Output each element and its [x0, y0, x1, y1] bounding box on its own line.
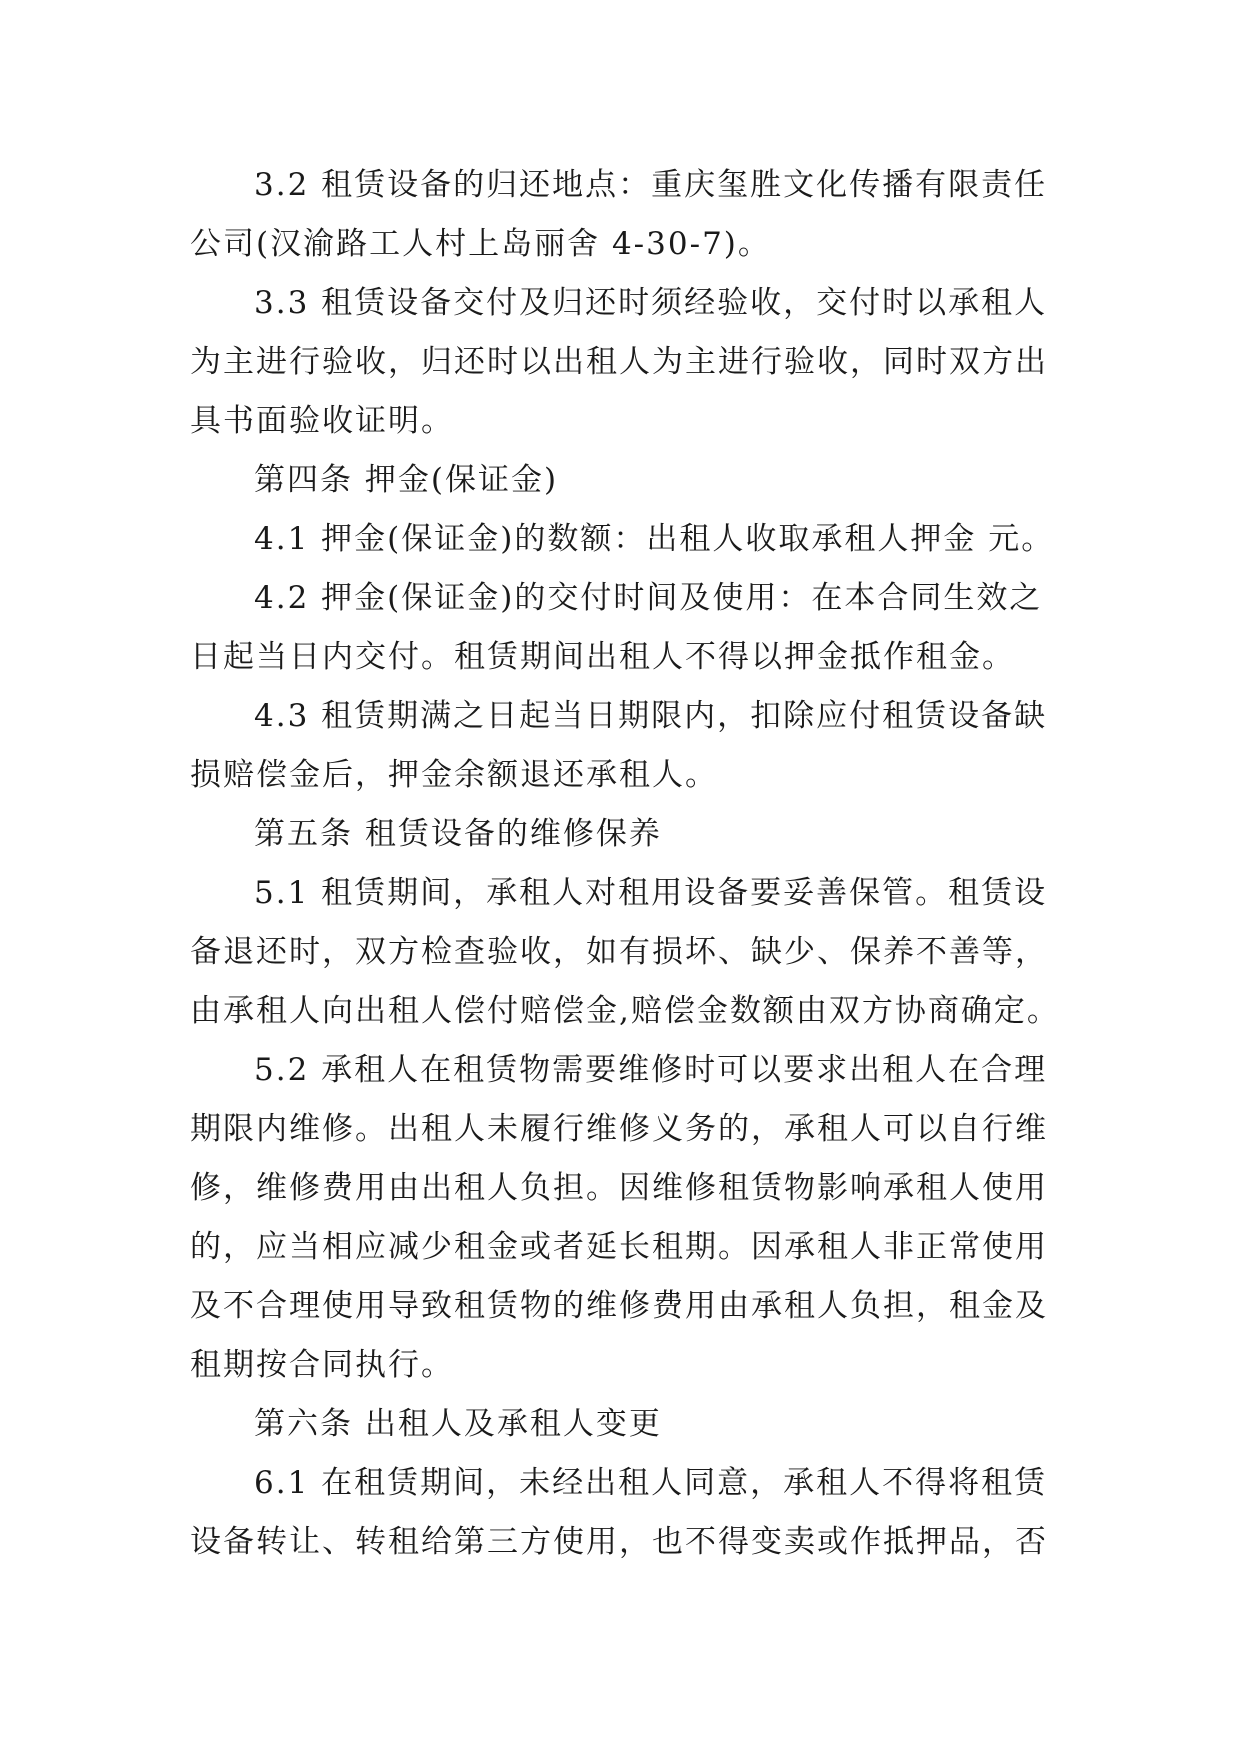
section-heading: 第六条 出租人及承租人变更: [254, 1406, 662, 1442]
text-line: 设备转让、转租给第三方使用，也不得变卖或作抵押品，否: [190, 1524, 1048, 1560]
text-line: 4.2 押金(保证金)的交付时间及使用：在本合同生效之: [254, 580, 1043, 616]
text-line: 租期按合同执行。: [190, 1347, 454, 1383]
text-line: 4.3 租赁期满之日起当日期限内，扣除应付租赁设备缺: [254, 698, 1048, 734]
text-line: 5.1 租赁期间，承租人对租用设备要妥善保管。租赁设: [254, 875, 1048, 911]
text-line: 日起当日内交付。租赁期间出租人不得以押金抵作租金。: [190, 639, 1015, 675]
text-line: 4.1 押金(保证金)的数额：出租人收取承租人押金 元。: [254, 521, 1055, 557]
text-line: 具书面验收证明。: [190, 403, 454, 439]
text-line: 的，应当相应减少租金或者延长租期。因承租人非正常使用: [190, 1229, 1048, 1265]
section-heading: 第五条 租赁设备的维修保养: [254, 816, 662, 852]
text-line: 损赔偿金后，押金余额退还承租人。: [190, 757, 718, 793]
text-line: 3.2 租赁设备的归还地点：重庆玺胜文化传播有限责任: [254, 167, 1048, 203]
text-line: 公司(汉渝路工人村上岛丽舍 4-30-7)。: [190, 226, 771, 262]
text-line: 为主进行验收，归还时以出租人为主进行验收，同时双方出: [190, 344, 1048, 380]
section-heading: 第四条 押金(保证金): [254, 462, 559, 498]
text-line: 期限内维修。出租人未履行维修义务的，承租人可以自行维: [190, 1111, 1048, 1147]
text-line: 由承租人向出租人偿付赔偿金,赔偿金数额由双方协商确定。: [190, 993, 1060, 1029]
document-body: [190, 156, 1070, 1572]
text-line: 及不合理使用导致租赁物的维修费用由承租人负担，租金及: [190, 1288, 1048, 1324]
text-line: 6.1 在租赁期间，未经出租人同意，承租人不得将租赁: [254, 1465, 1048, 1501]
text-line: 修，维修费用由出租人负担。因维修租赁物影响承租人使用: [190, 1170, 1048, 1206]
text-line: 备退还时，双方检查验收，如有损坏、缺少、保养不善等，: [190, 934, 1048, 970]
text-line: 3.3 租赁设备交付及归还时须经验收，交付时以承租人: [254, 285, 1048, 321]
text-line: 5.2 承租人在租赁物需要维修时可以要求出租人在合理: [254, 1052, 1048, 1088]
